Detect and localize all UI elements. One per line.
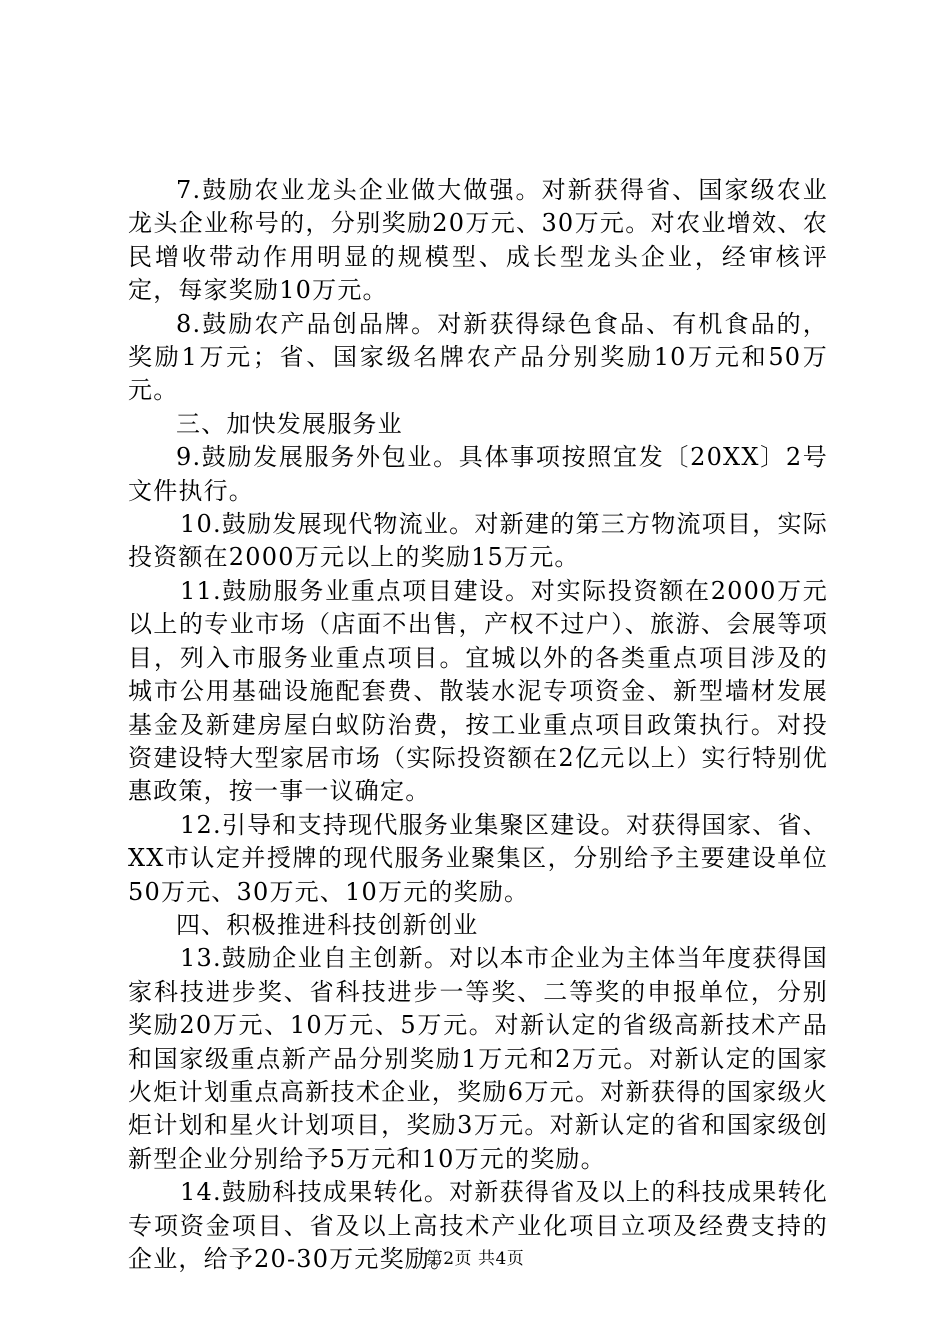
section-heading-3: 三、加快发展服务业 <box>176 409 403 438</box>
paragraph-13: 13.鼓励企业自主创新。对以本市企业为主体当年度获得国家科技进步奖、省科技进步一等奖、二等奖的申报单位，分别奖励20万元、10万元、5万元。对新认定的省级高新技术产品和国家级重点新产品分别奖励1万元和2万元。对新认定的国家火炬计划重点高新技术企业，奖励6万元。对新获得的国家级火炬计划和星火计划项目，奖励3万元。对新认定的省和国家级创新型企业分别给予5万元和10万元的奖励。 <box>128 944 828 1173</box>
section-heading-4: 四、积极推进科技创新创业 <box>176 910 479 939</box>
paragraph-10: 10.鼓励发展现代物流业。对新建的第三方物流项目，实际投资额在2000万元以上的奖励15万元。 <box>128 510 828 572</box>
paragraph-11: 11.鼓励服务业重点项目建设。对实际投资额在2000万元以上的专业市场（店面不出售，产权不过户）、旅游、会展等项目，列入市服务业重点项目。宜城以外的各类重点项目涉及的城市公用基础设施配套费、散装水泥专项资金、新型墙材发展基金及新建房屋白蚁防治费，按工业重点项目政策执行。对投资建设特大型家居市场（实际投资额在2亿元以上）实行特别优惠政策，按一事一议确定。 <box>128 576 828 806</box>
paragraph-14: 14.鼓励科技成果转化。对新获得省及以上的科技成果转化专项资金项目、省及以上高技术产业化项目立项及经费支持的企业，给予20-30万元奖励。 <box>128 1178 828 1273</box>
paragraph-9: 9.鼓励发展服务外包业。具体事项按照宜发〔20XX〕2号文件执行。 <box>128 443 828 505</box>
paragraph-12: 12.引导和支持现代服务业集聚区建设。对获得国家、省、XX市认定并授牌的现代服务业聚集区，分别给予主要建设单位50万元、30万元、10万元的奖励。 <box>128 810 828 906</box>
document-body <box>128 174 828 1276</box>
paragraph-7: 7.鼓励农业龙头企业做大做强。对新获得省、国家级农业龙头企业称号的，分别奖励20万元、30万元。对农业增效、农民增收带动作用明显的规模型、成长型龙头企业，经审核评定，每家奖励10万元。 <box>128 176 828 305</box>
paragraph-8: 8.鼓励农产品创品牌。对新获得绿色食品、有机食品的，奖励1万元；省、国家级名牌农产品分别奖励10万元和50万元。 <box>128 309 828 405</box>
page-number-footer: 第2页 共4页 <box>425 1249 525 1269</box>
